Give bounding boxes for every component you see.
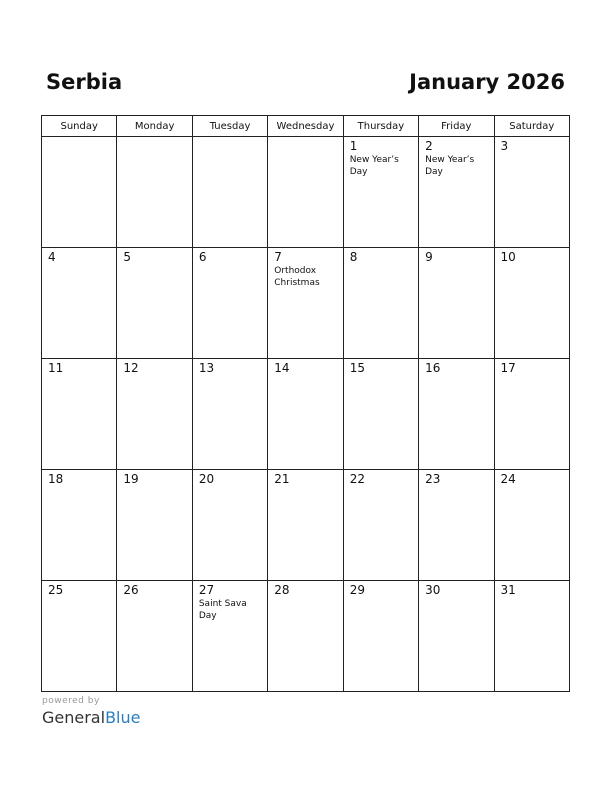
weekday-header: Friday	[419, 116, 494, 137]
day-cell	[42, 470, 117, 581]
day-number: 16	[425, 361, 441, 375]
day-number: 9	[425, 250, 433, 264]
day-cell	[268, 470, 343, 581]
day-cell	[192, 137, 267, 248]
month-year-title: January 2026	[409, 70, 565, 94]
holiday-label	[495, 597, 569, 598]
holiday-label	[42, 486, 116, 487]
holiday-label	[419, 597, 493, 598]
day-number: 27	[198, 583, 215, 597]
holiday-label	[193, 139, 267, 140]
holiday-label	[117, 375, 191, 376]
day-number: 1	[349, 139, 358, 153]
weekday-header: Sunday	[42, 116, 117, 137]
day-number: 24	[500, 472, 516, 486]
day-number: 23	[425, 472, 441, 486]
holiday-label	[193, 486, 267, 487]
day-number: 19	[123, 472, 139, 486]
day-number: 26	[123, 583, 139, 597]
day-cell	[419, 137, 494, 248]
week-row	[42, 359, 570, 470]
day-number: 13	[198, 361, 215, 375]
day-number: 6	[198, 250, 207, 264]
day-cell	[117, 359, 192, 470]
day-cell	[117, 470, 192, 581]
day-cell	[419, 470, 494, 581]
day-number: 5	[123, 250, 132, 264]
day-cell	[494, 470, 569, 581]
footer-branding	[42, 696, 140, 728]
day-number: 20	[198, 472, 215, 486]
brand-general: General	[42, 708, 106, 727]
country-title: Serbia	[46, 70, 123, 94]
day-cell	[419, 359, 494, 470]
weekday-header: Saturday	[494, 116, 569, 137]
day-number: 10	[500, 250, 516, 264]
day-cell	[42, 248, 117, 359]
holiday-label: Saint Sava Day	[198, 599, 247, 621]
day-number: 4	[48, 250, 56, 264]
holiday-label: Orthodox Christmas	[274, 266, 320, 288]
holiday-label	[419, 264, 493, 265]
holiday-label	[117, 597, 191, 598]
day-number: 2	[425, 139, 433, 153]
day-cell	[494, 248, 569, 359]
day-number: 22	[349, 472, 365, 486]
day-cell	[494, 137, 569, 248]
day-cell	[343, 581, 418, 692]
holiday-label	[268, 486, 342, 487]
day-number: 18	[48, 472, 64, 486]
holiday-label	[42, 597, 116, 598]
day-cell	[117, 581, 192, 692]
day-number: 14	[274, 361, 290, 375]
weekday-header-row	[42, 116, 570, 137]
day-number: 15	[349, 361, 365, 375]
day-cell	[343, 137, 418, 248]
holiday-label	[268, 597, 342, 598]
day-number: 8	[349, 250, 358, 264]
day-number: 28	[274, 583, 290, 597]
holiday-label	[495, 486, 569, 487]
holiday-label	[193, 264, 267, 265]
weekday-header: Thursday	[343, 116, 418, 137]
day-cell	[42, 359, 117, 470]
weekday-header: Monday	[117, 116, 192, 137]
day-number: 30	[425, 583, 441, 597]
day-number: 29	[349, 583, 365, 597]
holiday-label	[117, 264, 191, 265]
holiday-label	[42, 264, 116, 265]
day-number: 11	[48, 361, 64, 375]
holiday-label: New Year’s Day	[425, 155, 475, 177]
brand-blue: Blue	[105, 708, 141, 727]
day-cell	[494, 581, 569, 692]
day-number: 7	[274, 250, 282, 264]
holiday-label	[344, 375, 418, 376]
day-cell	[268, 581, 343, 692]
holiday-label	[344, 486, 418, 487]
holiday-label: New Year’s Day	[349, 155, 399, 177]
generalblue-logo[interactable]	[42, 708, 140, 728]
holiday-label	[42, 139, 116, 140]
holiday-label	[495, 375, 569, 376]
holiday-label	[419, 486, 493, 487]
day-cell	[268, 248, 343, 359]
holiday-label	[495, 153, 569, 154]
holiday-label	[117, 139, 191, 140]
week-row	[42, 248, 570, 359]
holiday-label	[42, 375, 116, 376]
day-cell	[343, 470, 418, 581]
day-number: 12	[123, 361, 139, 375]
week-row	[42, 470, 570, 581]
day-cell	[419, 248, 494, 359]
holiday-label	[193, 375, 267, 376]
day-number: 31	[500, 583, 516, 597]
day-cell	[419, 581, 494, 692]
day-cell	[117, 137, 192, 248]
holiday-label	[268, 375, 342, 376]
day-cell	[268, 137, 343, 248]
day-cell	[343, 248, 418, 359]
holiday-label	[344, 264, 418, 265]
day-number: 17	[500, 361, 516, 375]
week-row	[42, 581, 570, 692]
holiday-label	[268, 139, 342, 140]
weekday-header: Tuesday	[192, 116, 267, 137]
day-cell	[42, 581, 117, 692]
holiday-label	[117, 486, 191, 487]
day-cell	[494, 359, 569, 470]
holiday-label	[419, 375, 493, 376]
powered-by-text: powered by	[42, 696, 100, 706]
day-cell	[192, 581, 267, 692]
day-cell	[343, 359, 418, 470]
day-cell	[117, 248, 192, 359]
day-cell	[268, 359, 343, 470]
week-row	[42, 137, 570, 248]
day-number: 25	[48, 583, 64, 597]
day-cell	[192, 248, 267, 359]
day-cell	[42, 137, 117, 248]
calendar-grid	[41, 115, 570, 692]
holiday-label	[344, 597, 418, 598]
day-number: 3	[500, 139, 509, 153]
day-cell	[192, 470, 267, 581]
day-number: 21	[274, 472, 290, 486]
day-cell	[192, 359, 267, 470]
calendar-body	[42, 137, 570, 692]
holiday-label	[495, 264, 569, 265]
weekday-header: Wednesday	[268, 116, 343, 137]
